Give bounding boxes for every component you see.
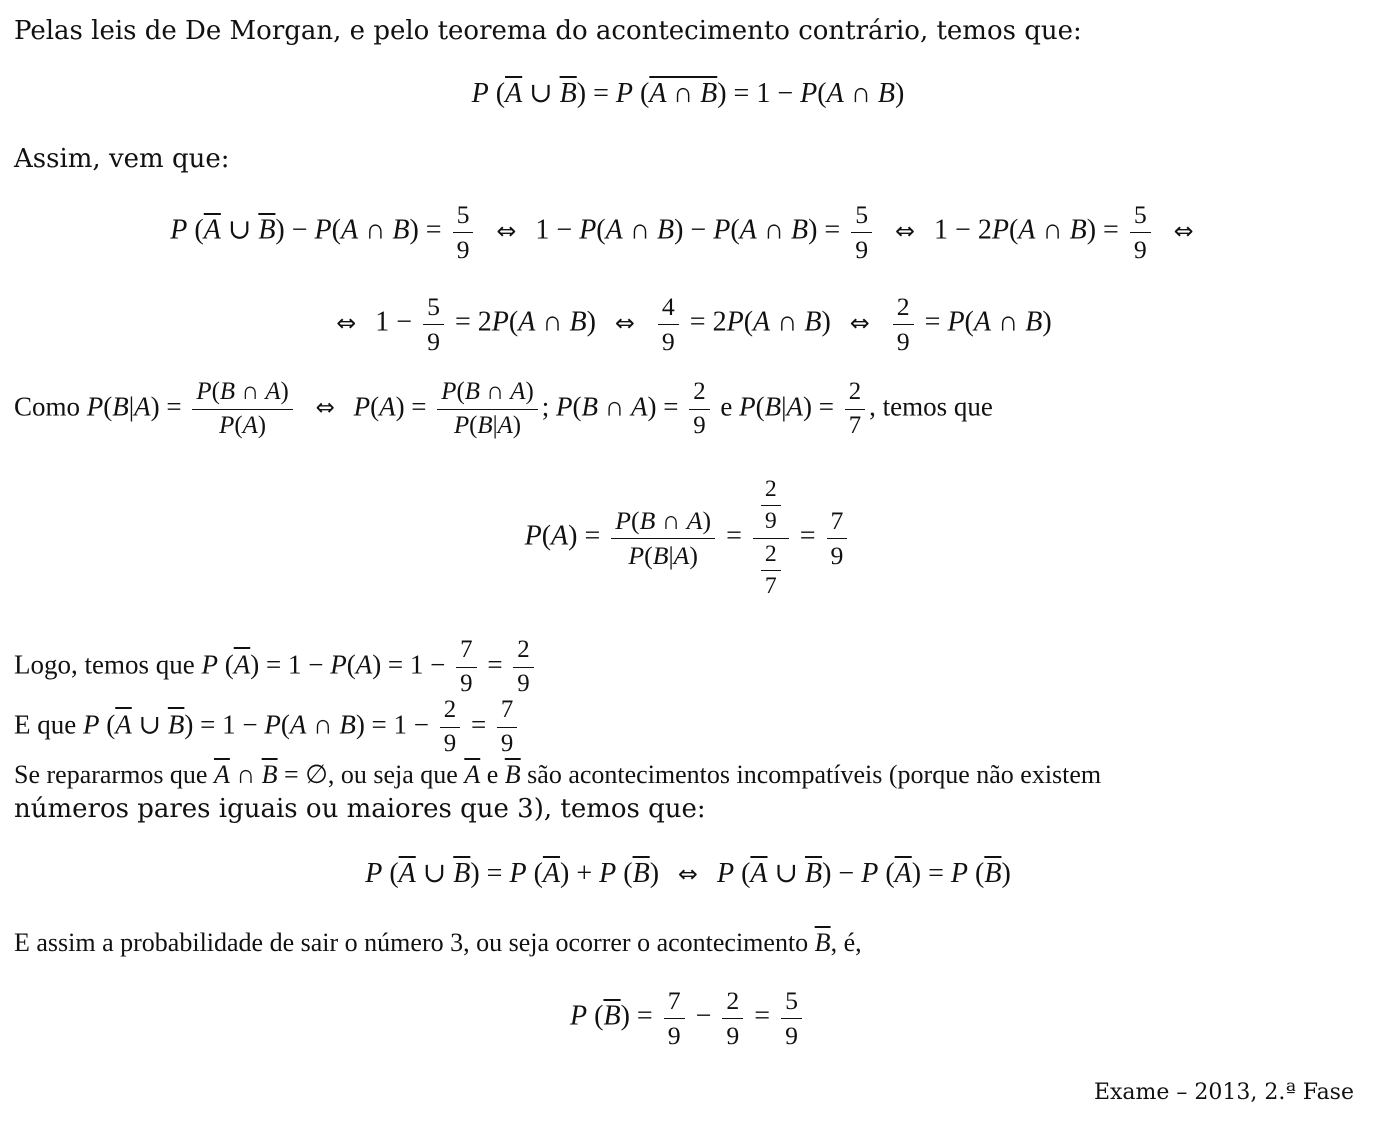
equation-chain-1: P ($\overline{A}$ ∪ $\overline{B}) - P(A$ ∩ B) = $\frac{5}{9}$ ⇔ 1 − P(A ∩ B) − P(A ∩ B) = $\frac{5}{9}$ ⇔ 1 − 2P(A ∩ B) = $\frac{5}{9}$ ⇔ [170,200,1194,264]
fraction: $\frac{5}{9}$ [453,200,474,264]
fraction: $\frac{7}{9}$ [497,696,517,758]
source-citation: Exame – 2013, 2.ª Fase [1093,1080,1354,1105]
fraction: $\frac{2}{9}$ [513,636,533,698]
fraction: $\frac{5}{9}$ [423,292,444,356]
fraction: $\frac{P(B \cap A)}{P(B|A)}$ [437,378,537,440]
assim-text: Assim, vem que: [14,144,230,174]
final-text: E assim a probabilidade de sair o número 3, ou seja ocorrer o acontecimento $\overline{B}$, é, [14,928,862,957]
fraction: $\frac{2}{9}$ [761,476,781,536]
fraction: $\frac{7}{9}$ [456,636,476,698]
equation-incompatible: P ($\overline{A}$ ∪ $\overline{B}) = P$ $(\overline{A}) + P$ $(\overline{B})$ ⇔ P ($\overline{A}$ ∪ $\overline{B}) - P$ $(\overline{A}) = P$ $(\overline{B})$ [365,858,1011,889]
fraction: $\frac{P(B \cap A)}{P(B|A)}$ [611,506,715,570]
se-repararmos-line-1: Se repararmos que $\overline{A}$ ∩ $\overline{B}$ = ∅, ou seja que $\overline{A}$ e $\overline{B}$ são acontecimentos incompatíveis (porque não existem [14,760,1102,789]
fraction: $\frac{5}{9}$ [781,986,802,1050]
fraction: $\frac{5}{9}$ [851,200,872,264]
equation-final: P $(\overline{B})$ = $\frac{7}{9}$ − $\frac{2}{9}$ = $\frac{5}{9}$ [0,986,1376,1050]
equation-de-morgan: P ($\overline{A}$ ∪ $\overline{B}) = P$ (A ∩ B) = 1 − P(A ∩ B) [471,78,905,109]
fraction: $\frac{2}{9}$ [689,378,709,440]
fraction: $\frac{7}{9}$ [827,506,848,570]
equation-chain-2: ⇔ 1 − $\frac{5}{9}$ = 2P(A ∩ B) ⇔ $\frac{4}{9}$ = 2P(A ∩ B) ⇔ $\frac{2}{9}$ = P(A ∩ B) [336,292,1052,356]
compound-fraction [753,476,789,600]
equation-p-a: P(A) = $\frac{P(B \cap A)}{P(B|A)}$ = $\frac{\frac{2}{9}}{\frac{2}{7}}$ = $\frac{7}{9}$ [0,476,1376,600]
fraction: $\frac{P(B \cap A)}{P(A)}$ [192,378,292,440]
se-repararmos-line-2: números pares iguais ou maiores que 3), temos que: [14,794,706,824]
fraction: $\frac{5}{9}$ [1130,200,1151,264]
e-que-line: E que P ($\overline{A}$ ∪ $\overline{B}) = 1 - P(A$ ∩ B) = 1 − $\frac{2}{9}$ = $\frac{7}{9}$ [14,696,521,758]
como-line: Como P(B|A) = $\frac{P(B \cap A)}{P(A)}$ ⇔ P(A) = $\frac{P(B \cap A)}{P(B|A)}$ ; P(B ∩ A) = $\frac{2}{9}$ e P(B|A) = $\frac{2}{7}$ , temos que [14,378,993,439]
fraction: $\frac{2}{9}$ [722,986,743,1050]
fraction: $\frac{7}{9}$ [664,986,685,1050]
logo-line: Logo, temos que P $(\overline{A}) = 1 - P(A) = 1$ − $\frac{7}{9}$ = $\frac{2}{9}$ [14,636,538,698]
fraction: $\frac{2}{7}$ [761,541,781,601]
fraction: $\frac{2}{9}$ [893,292,914,356]
fraction: $\frac{4}{9}$ [658,292,679,356]
fraction: $\frac{2}{7}$ [845,378,865,440]
fraction: $\frac{2}{9}$ [440,696,460,758]
intro-text: Pelas leis de De Morgan, e pelo teorema do acontecimento contrário, temos que: [14,16,1082,46]
